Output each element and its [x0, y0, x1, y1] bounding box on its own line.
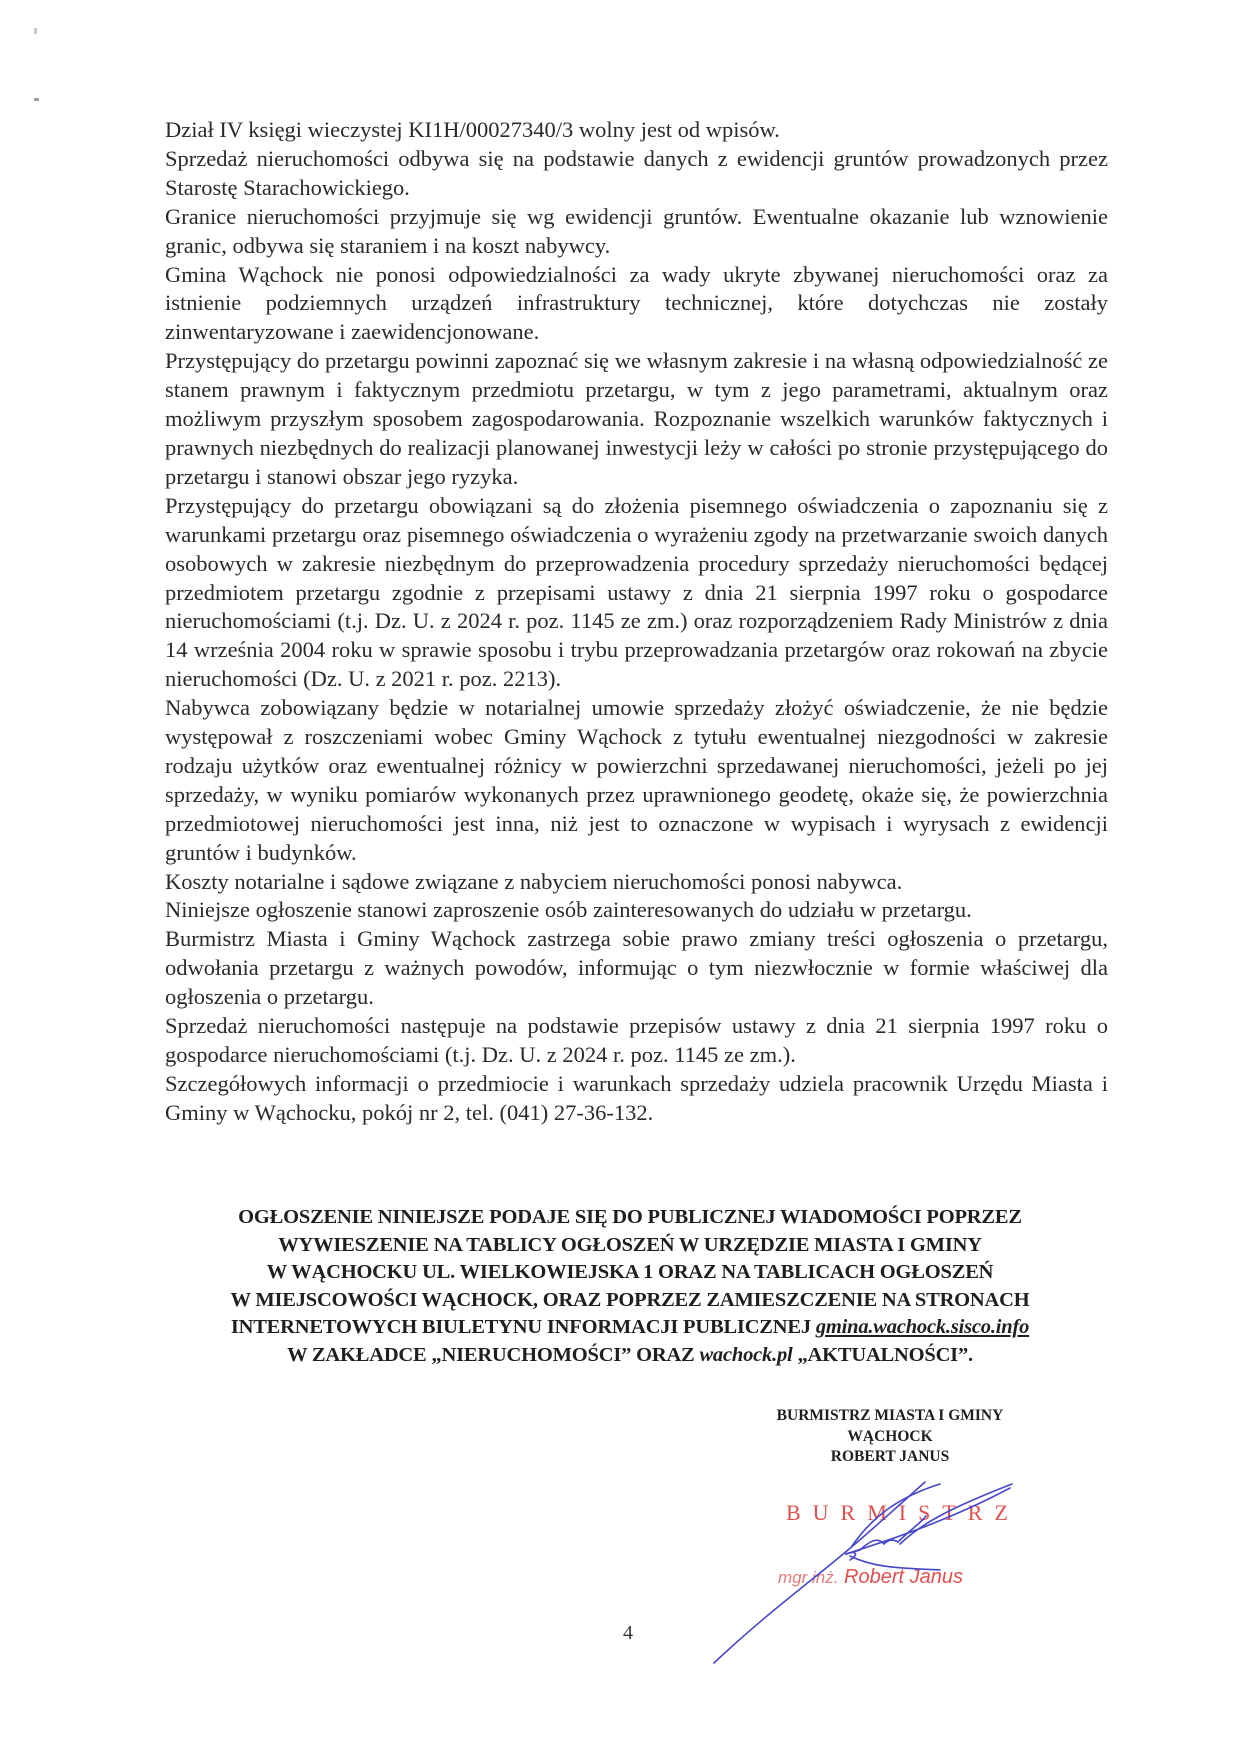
stamp-title: BURMISTRZ: [786, 1500, 1020, 1525]
paragraph-sale-basis: Sprzedaż nieruchomości odbywa się na podstawie danych z ewidencji gruntów prowadzonych przez Starostę Starachowickiego.: [165, 145, 1108, 200]
stamp-person: Robert Janus: [844, 1566, 963, 1588]
signature-stroke: [850, 1556, 940, 1570]
paragraph-land-register: Dział IV księgi wieczystej KI1H/00027340/3 wolny jest od wpisów.: [165, 117, 780, 142]
handwritten-signature: [700, 1480, 1040, 1680]
notice-text: „AKTUALNOŚCI”.: [792, 1343, 973, 1366]
signatory-title: BURMISTRZ MIASTA I GMINY: [776, 1407, 1004, 1424]
publication-notice: [150, 1204, 1110, 1370]
paragraph-participant-risk: Przystępujący do przetargu powinni zapoznać się we własnym zakresie i na własną odpowiedzialność ze stanem prawnym i faktycznym przedmiotu przetargu, w tym z jego parametrami, aktualnym oraz możliwym przyszłym sposobem zagospodarowania. Rozpoznanie wszelkich warunków faktycznych i prawnych niezbędnych do realizacji planowanej inwestycji leży w całości po stronie przystępującego do przetargu i stanowi obszar jego ryzyka.: [165, 348, 1108, 489]
stamp-degree: mgr inż.: [778, 1568, 839, 1587]
notice-line: OGŁOSZENIE NINIEJSZE PODAJE SIĘ DO PUBLICZNEJ WIADOMOŚCI POPRZEZ: [238, 1206, 1022, 1228]
scan-speck: [34, 98, 39, 101]
paragraph-right-to-change: Burmistrz Miasta i Gminy Wąchock zastrzega sobie prawo zmiany treści ogłoszenia o przetargu, odwołania przetargu z ważnych powodów, informując o tym niezwłocznie w formie właściwej dla ogłoszenia o przetargu.: [165, 926, 1108, 1010]
signatory-block: [740, 1406, 1040, 1468]
signatory-municipality: WĄCHOCK: [847, 1427, 933, 1445]
paragraph-boundaries: Granice nieruchomości przyjmuje się wg ewidencji gruntów. Ewentualne okazanie lub wznowienie granic, odbywa się staraniem i na koszt nabywcy.: [165, 203, 1108, 258]
signature-stroke: [846, 1516, 926, 1554]
bip-link[interactable]: gmina.wachock.sisco.info: [815, 1316, 1030, 1339]
scan-speck: [34, 28, 37, 34]
paragraph-costs: Koszty notarialne i sądowe związane z nabyciem nieruchomości ponosi nabywca.: [165, 868, 903, 894]
document-body: [165, 116, 1108, 1128]
notice-line: [150, 1342, 1110, 1370]
paragraph-buyer-statement: Nabywca zobowiązany będzie w notarialnej umowie sprzedaży złożyć oświadczenie, że nie będzie występował z roszczeniami wobec Gminy Wąchock z tytułu ewentualnej niezgodności w zakresie rodzaju użytków oraz ewentualnej różnicy w powierzchni sprzedawanej nieruchomości, jeżeli po jej sprzedaży, w wyniku pomiarów wykonanych przez uprawnionego geodetę, okaże się, że powierzchnia przedmiotowej nieruchomości jest inna, niż jest to oznaczone w wypisach i wyrysach z ewidencji gruntów i budynków.: [165, 695, 1108, 865]
website-link[interactable]: wachock.pl: [699, 1343, 793, 1366]
notice-line: W MIEJSCOWOŚCI WĄCHOCK, ORAZ POPRZEZ ZAMIESZCZENIE NA STRONACH: [230, 1288, 1030, 1311]
paragraph-liability: Gmina Wąchock nie ponosi odpowiedzialności za wady ukryte zbywanej nieruchomości oraz za istnienie podziemnych urządzeń infrastruktury technicznej, które dotychczas nie zostały zinwentaryzowane i zaewidencjonowane.: [165, 261, 1108, 345]
notice-line: WYWIESZENIE NA TABLICY OGŁOSZEŃ W URZĘDZIE MIASTA I GMINY: [278, 1233, 982, 1256]
notice-text: W ZAKŁADCE „NIERUCHOMOŚCI” ORAZ: [287, 1343, 700, 1366]
notice-line: [150, 1314, 1110, 1342]
paragraph-contact-info: Szczegółowych informacji o przedmiocie i warunkach sprzedaży udziela pracownik Urzędu Miasta i Gminy w Wąchocku, pokój nr 2, tel. (041) 27-36-132.: [165, 1070, 1108, 1125]
paragraph-legal-basis: Sprzedaż nieruchomości następuje na podstawie przepisów ustawy z dnia 21 sierpnia 1997 roku o gospodarce nieruchomościami (t.j. Dz. U. z 2024 r. poz. 1145 ze zm.).: [165, 1013, 1108, 1067]
page-number: 4: [623, 1622, 633, 1644]
notice-line: W WĄCHOCKU UL. WIELKOWIEJSKA 1 ORAZ NA TABLICACH OGŁOSZEŃ: [266, 1261, 994, 1284]
paragraph-participant-declarations: Przystępujący do przetargu obowiązani są do złożenia pisemnego oświadczenia o zapoznaniu się z warunkami przetargu oraz pisemnego oświadczenia o wyrażeniu zgody na przetwarzanie swoich danych osobowych w zakresie niezbędnym do przeprowadzenia procedury sprzedaży nieruchomości będącej przedmiotem przetargu zgodnie z przepisami ustawy z dnia 21 sierpnia 1997 roku o gospodarce nieruchomościami (t.j. Dz. U. z 2024 r. poz. 1145 ze zm.) oraz rozporządzeniem Rady Ministrów z dnia 14 września 2004 roku w sprawie sposobu i trybu przeprowadzania przetargów oraz rokowań na zbycie nieruchomości (Dz. U. z 2021 r. poz. 2213).: [165, 492, 1108, 692]
notice-text: INTERNETOWYCH BIULETYNU INFORMACJI PUBLICZNEJ: [230, 1316, 816, 1339]
signatory-name: ROBERT JANUS: [830, 1448, 950, 1465]
signature-stroke: [714, 1482, 925, 1663]
signature-stroke: [846, 1488, 1010, 1554]
paragraph-invitation: Niniejsze ogłoszenie stanowi zaproszenie osób zainteresowanych do udziału w przetargu.: [165, 897, 972, 923]
